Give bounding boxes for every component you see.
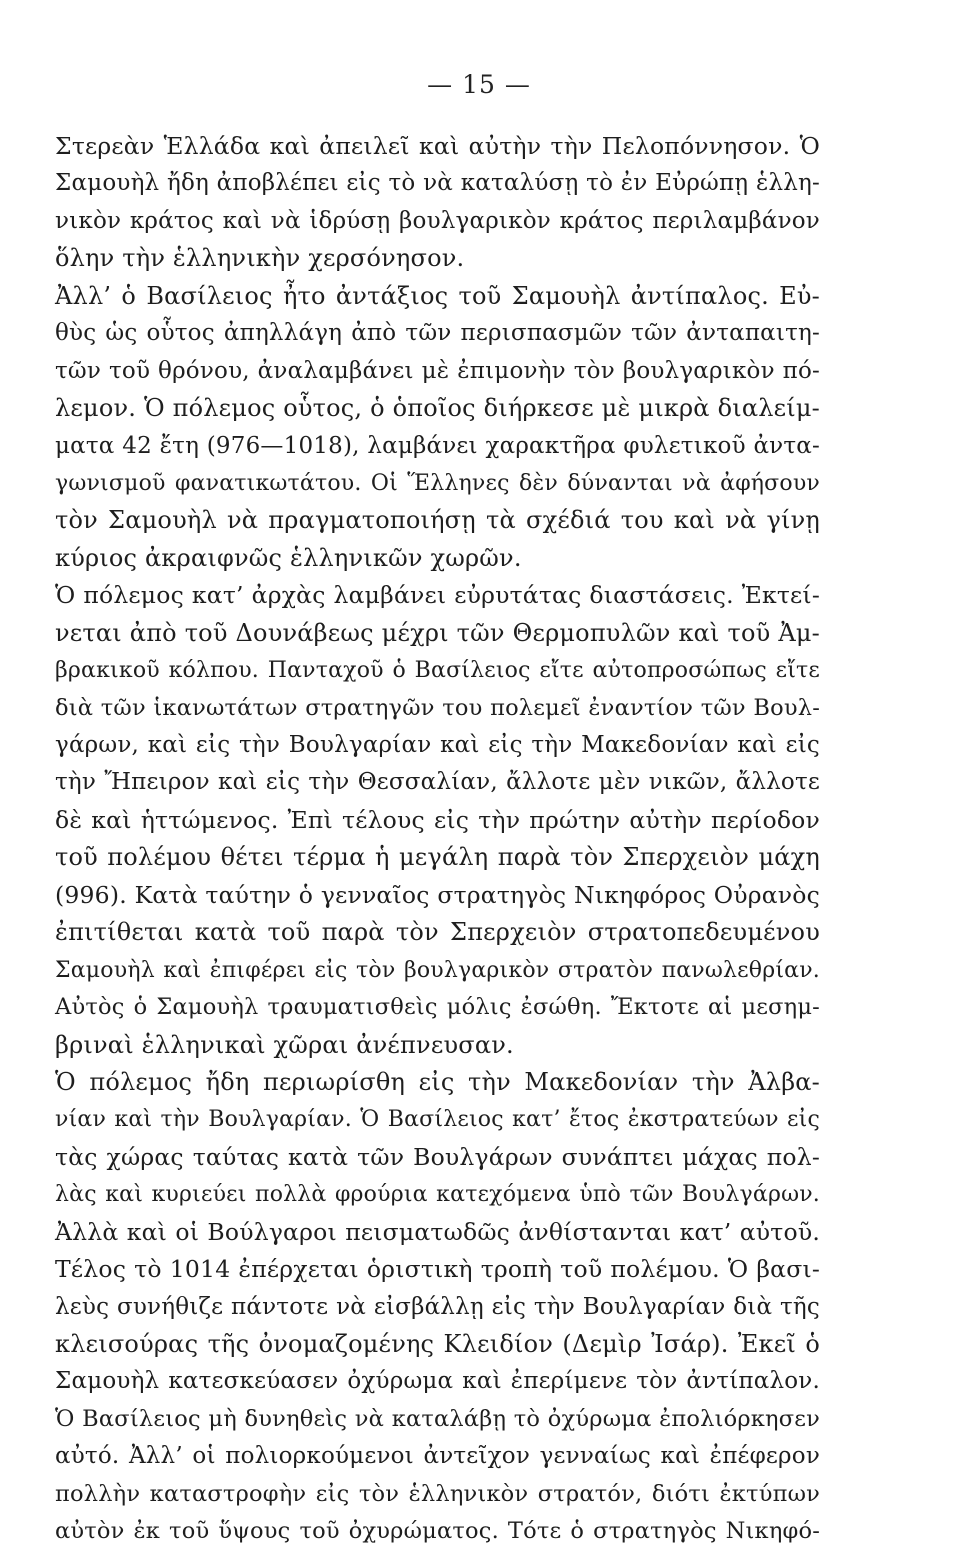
text-line: Ἀλλ’ ὁ Βασίλειος ἦτο ἀντάξιος τοῦ Σαμουὴλ ἀντίπαλος. Εὐ- xyxy=(55,281,820,310)
text-line: λεὺς συνήθιζε πάντοτε νὰ εἰσβάλλῃ εἰς τὴν Βουλγαρίαν διὰ τῆς xyxy=(55,1293,820,1320)
text-line: βρακικοῦ κόλπου. Πανταχοῦ ὁ Βασίλειος εἴτε αὐτοπροσώπως εἴτε xyxy=(55,658,820,684)
text-line: ὅλην τὴν ἑλληνικὴν χερσόνησον. xyxy=(55,244,465,273)
text-line: τὴν Ἤπειρον καὶ εἰς τὴν Θεσσαλίαν, ἄλλοτε μὲν νικῶν, ἄλλοτε xyxy=(55,769,820,796)
text-line: κλεισούρας τῆς ὀνομαζομένης Κλειδίον (Δεμὶρ Ἰσάρ). Ἐκεῖ ὁ xyxy=(55,1330,820,1358)
text-line: αὐτὸν ἐκ τοῦ ὕψους τοῦ ὀχυρώματος. Τότε ὁ στρατηγὸς Νικηφό- xyxy=(55,1518,820,1545)
text-line: γωνισμοῦ φανατικωτάτου. Οἱ Ἕλληνες δὲν δύνανται νὰ ἀφήσουν xyxy=(55,470,820,496)
page-number: — 15 — xyxy=(427,70,531,99)
text-line: κύριος ἀκραιφνῶς ἑλληνικῶν χωρῶν. xyxy=(55,543,522,572)
text-line: νίαν καὶ τὴν Βουλγαρίαν. Ὁ Βασίλειος κατ’ ἔτος ἐκστρατεύων εἰς xyxy=(55,1107,820,1133)
text-line: δὲ καὶ ἡττώμενος. Ἐπὶ τέλους εἰς τὴν πρώτην αὐτὴν περίοδον xyxy=(55,805,820,834)
text-line: (996). Κατὰ ταύτην ὁ γενναῖος στρατηγὸς Νικηφόρος Οὐρανὸς xyxy=(55,880,820,909)
text-line: αὐτό. Ἀλλ’ οἱ πολιορκούμενοι ἀντεῖχον γενναίως καὶ ἐπέφερον xyxy=(55,1443,820,1470)
text-line: τοῦ πολέμου θέτει τέρμα ἡ μεγάλη παρὰ τὸν Σπερχειὸν μάχη xyxy=(55,843,820,872)
text-line: Ὁ Βασίλειος μὴ δυνηθεὶς νὰ καταλάβῃ τὸ ὀχύρωμα ἐπολιόρκησεν xyxy=(55,1405,820,1432)
text-line: Τέλος τὸ 1014 ἐπέρχεται ὁριστικὴ τροπὴ τοῦ πολέμου. Ὁ βασι- xyxy=(55,1255,820,1284)
text-line: Σαμουὴλ κατεσκεύασεν ὀχύρωμα καὶ ἐπερίμενε τὸν ἀντίπαλον. xyxy=(55,1368,820,1395)
text-line: Ἀλλὰ καὶ οἱ Βούλγαροι πεισματωδῶς ἀνθίστανται κατ’ αὐτοῦ. xyxy=(55,1217,820,1246)
text-line: τὰς χώρας ταύτας κατὰ τῶν Βουλγάρων συνάπτει μάχας πολ- xyxy=(55,1142,820,1171)
text-line: Σαμουὴλ ἤδη ἀποβλέπει εἰς τὸ νὰ καταλύσῃ τὸ ἐν Εὐρώπῃ ἑλλη- xyxy=(55,170,820,197)
text-line: Ὁ πόλεμος ἤδη περιωρίσθη εἰς τὴν Μακεδονίαν τὴν Ἀλβα- xyxy=(55,1067,820,1096)
text-line: λὰς καὶ κυριεύει πολλὰ φρούρια κατεχόμενα ὑπὸ τῶν Βουλγάρων. xyxy=(55,1182,820,1208)
text-line: ματα 42 ἔτη (976—1018), λαμβάνει χαρακτῆρα φυλετικοῦ ἀντα- xyxy=(55,432,820,459)
text-line: Σαμουὴλ καὶ ἐπιφέρει εἰς τὸν βουλγαρικὸν στρατὸν πανωλεθρίαν. xyxy=(55,957,820,983)
text-line: τὸν Σαμουὴλ νὰ πραγματοποιήσῃ τὰ σχέδιά του καὶ νὰ γίνῃ xyxy=(55,506,820,535)
text-line: Αὐτὸς ὁ Σαμουὴλ τραυματισθεὶς μόλις ἐσώθη. Ἔκτοτε αἱ μεσημ- xyxy=(55,994,820,1021)
text-line: λεμον. Ὁ πόλεμος οὗτος, ὁ ὁποῖος διήρκεσε μὲ μικρὰ διαλείμ- xyxy=(55,394,820,423)
text-line: βριναὶ ἑλληνικαὶ χῶραι ἀνέπνευσαν. xyxy=(55,1030,514,1059)
text-line: ἐπιτίθεται κατὰ τοῦ παρὰ τὸν Σπερχειὸν στρατοπεδευμένου xyxy=(55,918,820,947)
text-line: γάρων, καὶ εἰς τὴν Βουλγαρίαν καὶ εἰς τὴν Μακεδονίαν καὶ εἰς xyxy=(55,732,820,758)
text-line: Στερεὰν Ἑλλάδα καὶ ἀπειλεῖ καὶ αὐτὴν τὴν Πελοπόννησον. Ὁ xyxy=(55,132,820,160)
text-line: νικὸν κράτος καὶ νὰ ἱδρύσῃ βουλγαρικὸν κράτος περιλαμβάνον xyxy=(55,207,820,234)
text-line: νεται ἀπὸ τοῦ Δουνάβεως μέχρι τῶν Θερμοπυλῶν καὶ τοῦ Ἀμ- xyxy=(55,618,820,647)
text-line: πολλὴν καταστροφὴν εἰς τὸν ἑλληνικὸν στρατόν, διότι ἐκτύπων xyxy=(55,1480,820,1507)
text-line: διὰ τῶν ἱκανωτάτων στρατηγῶν του πολεμεῖ ἐναντίον τῶν Βουλ- xyxy=(55,694,820,721)
text-line: τῶν τοῦ θρόνου, ἀναλαμβάνει μὲ ἐπιμονὴν τὸν βουλγαρικὸν πό- xyxy=(55,357,820,384)
body-text xyxy=(55,128,820,1551)
text-line: θὺς ὡς οὗτος ἀπηλλάγη ἀπὸ τῶν περισπασμῶν τῶν ἀνταπαιτη- xyxy=(55,320,820,347)
text-line: Ὁ πόλεμος κατ’ ἀρχὰς λαμβάνει εὐρυτάτας διαστάσεις. Ἐκτεί- xyxy=(55,581,820,610)
